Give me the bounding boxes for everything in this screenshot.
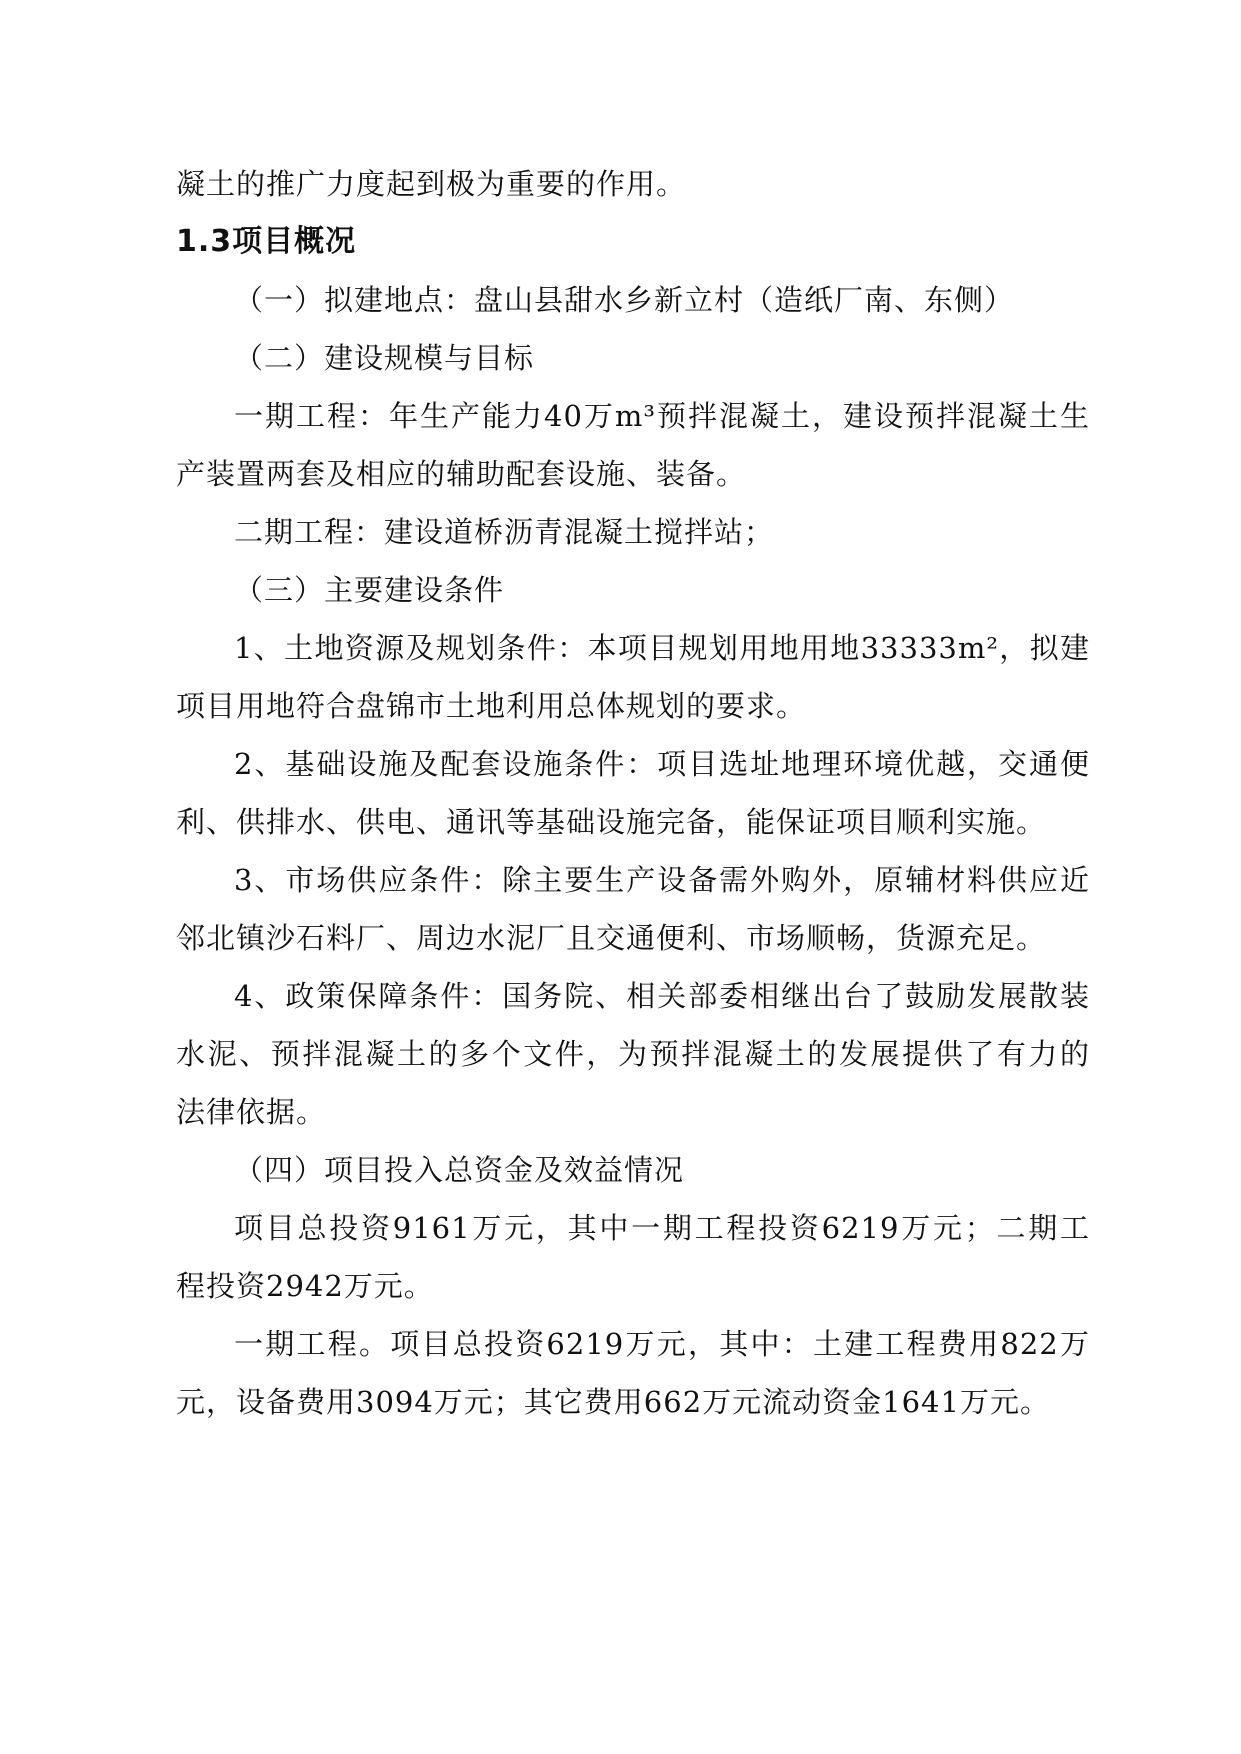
paragraph-line: 二期工程：建设道桥沥青混凝土搅拌站； xyxy=(234,515,775,549)
paragraph-line: 水泥、预拌混凝土的多个文件，为预拌混凝土的发展提供了有力的 xyxy=(176,1037,1090,1071)
paragraph-line: 利、供排水、供电、通讯等基础设施完备，能保证项目顺利实施。 xyxy=(176,805,1047,839)
paragraph-line: 元，设备费用3094万元；其它费用662万元流动资金1641万元。 xyxy=(176,1385,1050,1419)
paragraph-line: 项目用地符合盘锦市土地利用总体规划的要求。 xyxy=(176,689,807,723)
paragraph-line: 一期工程。项目总投资6219万元，其中：土建工程费用822万 xyxy=(234,1327,1090,1361)
subsection-heading: （四）项目投入总资金及效益情况 xyxy=(234,1153,685,1187)
subsection-heading: （三）主要建设条件 xyxy=(234,573,505,607)
paragraph-line: 1、土地资源及规划条件：本项目规划用地用地33333m²，拟建 xyxy=(234,631,1090,665)
paragraph-line: 一期工程：年生产能力40万m³预拌混凝土，建设预拌混凝土生 xyxy=(234,399,1090,433)
paragraph-line: 3、市场供应条件：除主要生产设备需外购外，原辅材料供应近 xyxy=(234,863,1090,897)
paragraph-line: 4、政策保障条件：国务院、相关部委相继出台了鼓励发展散装 xyxy=(234,979,1090,1013)
paragraph-line: 项目总投资9161万元，其中一期工程投资6219万元；二期工 xyxy=(234,1211,1090,1245)
document-page xyxy=(176,155,1090,1431)
section-heading: 1.3项目概况 xyxy=(176,224,357,259)
paragraph-line: 2、基础设施及配套设施条件：项目选址地理环境优越，交通便 xyxy=(234,747,1090,781)
paragraph-line: 程投资2942万元。 xyxy=(176,1269,434,1303)
paragraph-line: 产装置两套及相应的辅助配套设施、装备。 xyxy=(176,457,747,491)
paragraph-line: 凝土的推广力度起到极为重要的作用。 xyxy=(176,167,687,201)
subsection-heading: （二）建设规模与目标 xyxy=(234,341,535,375)
paragraph-line: 邻北镇沙石料厂、周边水泥厂且交通便利、市场顺畅，货源充足。 xyxy=(176,921,1047,955)
paragraph-line: （一）拟建地点：盘山县甜水乡新立村（造纸厂南、东侧） xyxy=(234,283,1015,317)
paragraph-line: 法律依据。 xyxy=(176,1095,327,1129)
